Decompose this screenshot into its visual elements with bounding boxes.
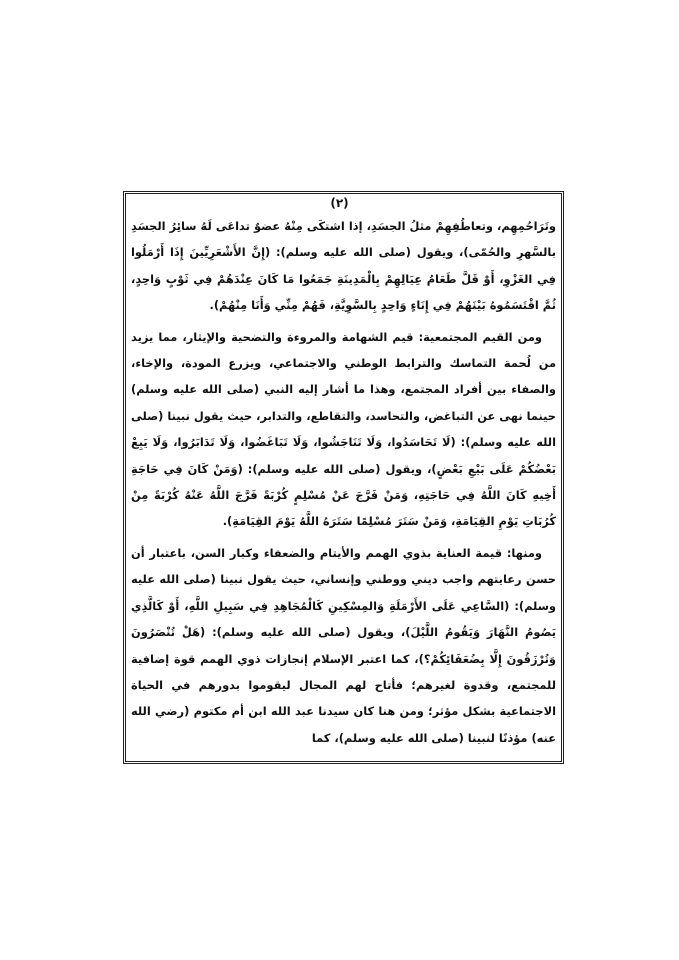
paragraph-1: وتَرَاحُمِهِم، وتعاطُفِهِمْ مثلُ الجسَدِ، إذا اشتكَى مِنْهُ عضوٌ تداعَى لَهُ سائِرُ الجسَدِ بالسَّهرِ والحُمّى)، ويقول (صلى الله عليه وسلم): (إِنَّ الأَشْعَرِيِّينَ إِذَا أَرْمَلُوا فِي الغَزْوِ، أَوْ قَلَّ طَعَامُ عِيَالِهِمْ بِالْمَدِينَةِ جَمَعُوا مَا كَانَ عِنْدَهُمْ فِي ثَوْبٍ وَاحِدٍ، ثُمَّ اقْتَسَمُوهُ بَيْنَهُمْ فِي إِنَاءٍ وَاحِدٍ بِالسَّوِيَّةِ، فَهُمْ مِنِّي وَأَنَا مِنْهُمْ). (131, 219, 556, 313)
paragraph-2: ومن القيم المجتمعية: قيم الشهامة والمروءة والتضحية والإيثار، مما يزيد من لُحمة التماسك والترابط الوطني والاجتماعي، ويزرع المودة، والإخاء، والصفاء بين أفراد المجتمع، وهذا ما أشار إليه النبي (صلى الله عليه وسلم) حينما نهى عن التباغض، والتحاسد، والتقاطع، والتدابر، حيث يقول نبينا (صلى الله عليه وسلم): (لَا تَحَاسَدُوا، وَلَا تَنَاجَشُوا، وَلَا تَبَاغَضُوا، وَلَا تَدَابَرُوا، وَلَا يَبِعْ بَعْضُكُمْ عَلَى بَيْعِ بَعْضٍ)، ويقول (صلى الله عليه وسلم): (وَمَنْ كَانَ فِي حَاجَةِ أَخِيهِ كَانَ اللَّهُ فِي حَاجَتِهِ، وَمَنْ فَرَّجَ عَنْ مُسْلِمٍ كُرْبَةً فَرَّجَ اللَّهُ عَنْهُ كُرْبَةً مِنْ كُرُبَاتِ يَوْمِ القِيَامَةِ، وَمَنْ سَتَرَ مُسْلِمًا سَتَرَهُ اللَّهُ يَوْمَ القِيَامَةِ). (131, 329, 556, 529)
page-number: (٢) (330, 196, 349, 210)
paragraph-3: ومنها: قيمة العناية بذوي الهمم والأيتام والضعفاء وكبار السن، باعتبار أن حسن رعايتهم واجب ديني ووطني وإنساني، حيث يقول نبينا (صلى الله عليه وسلم): (السَّاعِي عَلَى الأَرْمَلَةِ وَالمِسْكِينِ كَالْمُجَاهِدِ فِي سَبِيلِ اللَّهِ، أَوْ كَالَّذِي يَصُومُ النَّهَارَ وَيَقُومُ اللَّيْلَ)، ويقول (صلى الله عليه وسلم): (هَلْ تُنْصَرُونَ وَتُرْزَقُونَ إِلَّا بِضُعَفَائِكُمْ؟)، كما اعتبر الإسلام إنجازات ذوي الهمم قوة إضافية للمجتمع، وقدوة لغيرهم؛ فأتاح لهم المجال ليقوموا بدورهم في الحياة الاجتماعية بشكل مؤثر؛ ومن هنا كان سيدنا عبد الله ابن أم مكتوم (رضي الله عنه) مؤذنًا لنبينا (صلى الله عليه وسلم)، كما (131, 545, 556, 745)
document-body (131, 213, 556, 758)
